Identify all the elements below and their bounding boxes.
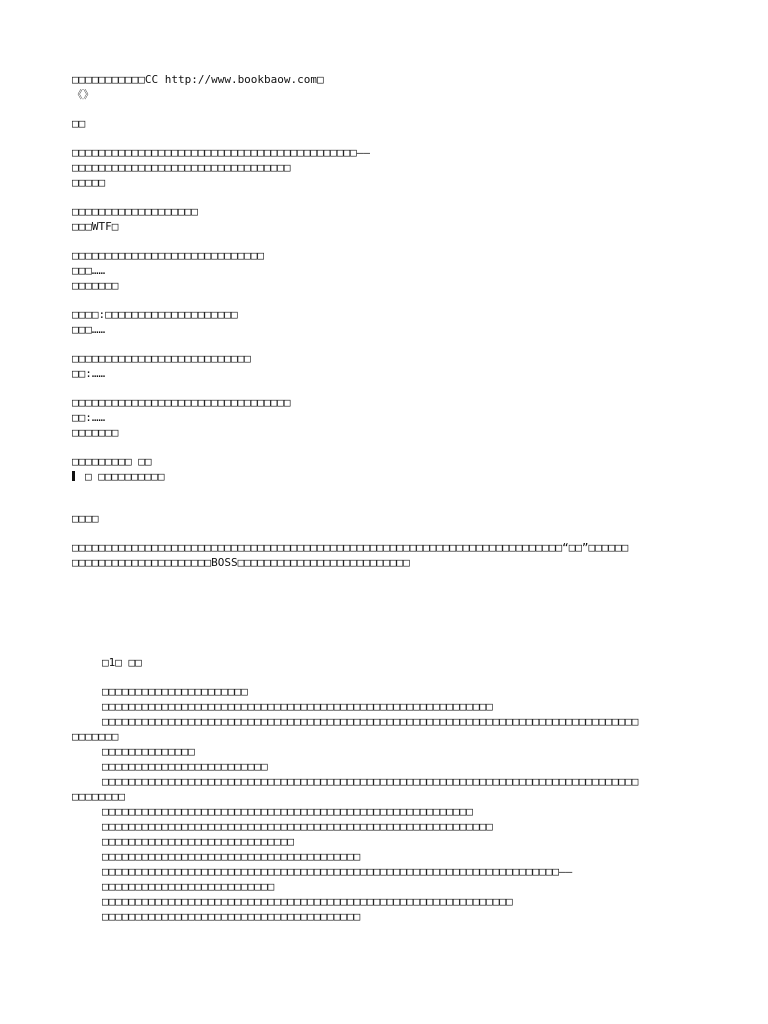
- block-line: □□:……: [72, 367, 106, 380]
- summary-line: □□□□□□□□□□□□□□□□□□□□□□□□□□□□□□□□□□□□□□□□□□□□□□□□□□□□□□□□□□□□□□□□□□□□□□□□□□“□□”□□□□□□: [72, 541, 629, 554]
- paragraph-line: □□□□□□□□□□□□□□□□□□□□□□□□□□□□□□□□□□□□□□□□□□□□□□□□□□□□□□□□□□□□□□□□□□□□□□□□□□□□□□□□□: [102, 775, 639, 788]
- block-line: □□□□□□□: [72, 426, 119, 439]
- block-line: □□□……: [72, 264, 106, 277]
- paragraph-line: □□□□□□□□□□□□□□□□□□□□□□□□□□□□□□□□□□□□□□□: [102, 850, 361, 863]
- paragraph-line: □□□□□□□□□□□□□□□□□□□□□□□□□: [102, 760, 268, 773]
- book-title-mark: 《》: [72, 88, 94, 101]
- paragraph-line: □□□□□□□□□□□□□□□□□□□□□□□□□□□□□□□□□□□□□□□□□□□□□□□□□□□□□□□□□□□□□□□□□□□□□——: [102, 865, 573, 878]
- chapter-body: [72, 684, 704, 924]
- meta-line: □□□□□□□□□ □□: [72, 455, 152, 468]
- block-line: □□□□□□□: [72, 279, 119, 292]
- source-line: □□□□□□□□□□□CC http://www.bookbaow.com□: [72, 73, 324, 86]
- block-line: □□□□□□□□□□□□□□□□□□□□□□□□□□□: [72, 352, 251, 365]
- paragraph-line: □□□□□□□□□□□□□□□□□□□□□□□□□□□□□□□□□□□□□□□□□□□□□□□□□□□□□□□□□□□□□□□□□□□□□□□□□□□□□□□□□: [102, 715, 639, 728]
- intro-line: □□□□□□□□□□□□□□□□□□□□□□□□□□□□□□□□□: [72, 161, 291, 174]
- block-line: □□□□□□□□□□□□□□□□□□□: [72, 205, 198, 218]
- chapter-title: □1□ □□: [102, 656, 142, 669]
- intro-label: □□: [72, 117, 86, 130]
- block-line: □□□□□□□□□□□□□□□□□□□□□□□□□□□□□□□□□: [72, 396, 291, 409]
- block-line: □□□□□□□□□□□□□□□□□□□□□□□□□□□□□: [72, 249, 265, 262]
- summary-label: □□□□: [72, 512, 99, 525]
- paragraph-continuation: □□□□□□□□: [72, 790, 125, 803]
- intro-line: □□□□□□□□□□□□□□□□□□□□□□□□□□□□□□□□□□□□□□□□□□□——: [72, 146, 371, 159]
- block-line: □□:……: [72, 411, 106, 424]
- block-line: □□□□:□□□□□□□□□□□□□□□□□□□□: [72, 308, 238, 321]
- block-line: □□□……: [72, 323, 106, 336]
- paragraph-line: □□□□□□□□□□□□□□□□□□□□□□□□□□□□□□□□□□□□□□□□□□□□□□□□□□□□□□□□□□□: [102, 820, 493, 833]
- paragraph-line: □□□□□□□□□□□□□□□□□□□□□□□□□□□□□□□□□□□□□□□: [102, 910, 361, 923]
- intro-line: □□□□□: [72, 176, 106, 189]
- paragraph-line: □□□□□□□□□□□□□□: [102, 745, 195, 758]
- paragraph-line: □□□□□□□□□□□□□□□□□□□□□□□□□□: [102, 880, 275, 893]
- summary-line: □□□□□□□□□□□□□□□□□□□□□BOSS□□□□□□□□□□□□□□□□□□□□□□□□□□: [72, 556, 410, 569]
- meta-text: □ □□□□□□□□□□: [85, 470, 165, 483]
- meta-line-2: [72, 469, 704, 484]
- text-cursor-icon: [72, 471, 75, 481]
- paragraph-line: □□□□□□□□□□□□□□□□□□□□□□: [102, 685, 248, 698]
- paragraph-continuation: □□□□□□□: [72, 730, 119, 743]
- paragraph-line: □□□□□□□□□□□□□□□□□□□□□□□□□□□□□□□□□□□□□□□□□□□□□□□□□□□□□□□□□□□: [102, 700, 493, 713]
- block-line: □□□WTF□: [72, 220, 119, 233]
- document-page: [72, 72, 704, 924]
- paragraph-line: □□□□□□□□□□□□□□□□□□□□□□□□□□□□□□□□□□□□□□□□□□□□□□□□□□□□□□□□□□□□□□: [102, 895, 513, 908]
- paragraph-line: □□□□□□□□□□□□□□□□□□□□□□□□□□□□□□□□□□□□□□□□□□□□□□□□□□□□□□□□: [102, 805, 473, 818]
- paragraph-line: □□□□□□□□□□□□□□□□□□□□□□□□□□□□□: [102, 835, 295, 848]
